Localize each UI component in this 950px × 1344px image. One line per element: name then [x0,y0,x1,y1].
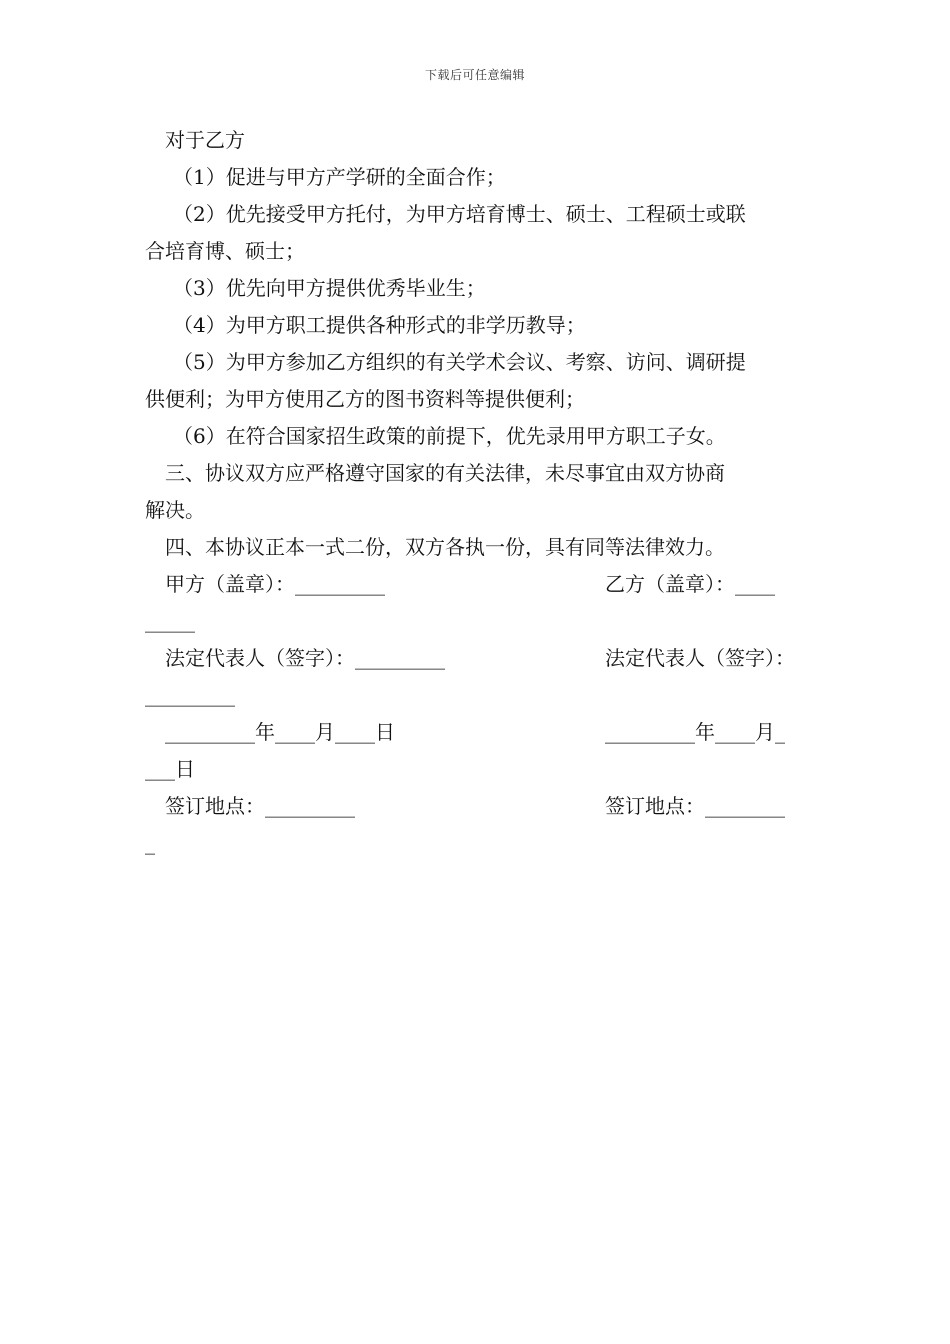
party-b-place-field[interactable]: 签订地点：________ [605,794,785,818]
list-item: （6）在符合国家招生政策的前提下，优先录用甲方职工子女。 [173,424,726,448]
party-b-seal-continuation: _____ [145,609,195,633]
list-item: （1）促进与甲方产学研的全面合作； [173,165,506,189]
list-item: （3）优先向甲方提供优秀毕业生； [173,276,486,300]
list-item: （2）优先接受甲方托付，为甲方培育博士、硕士、工程硕士或联 [173,202,746,226]
seal-row [145,566,810,603]
clause-three: 三、协议双方应严格遵守国家的有关法律，未尽事宜由双方协商 [165,461,725,485]
list-item-continuation: 供便利；为甲方使用乙方的图书资料等提供便利； [145,387,585,411]
party-a-place-field[interactable]: 签订地点：_________ [165,794,355,818]
date-row [145,714,810,751]
party-a-representative-field[interactable]: 法定代表人（签字）：_________ [165,646,445,670]
list-item: （4）为甲方职工提供各种形式的非学历教导； [173,313,586,337]
clause-four: 四、本协议正本一式二份，双方各执一份，具有同等法律效力。 [165,535,725,559]
page-header: 下载后可任意编辑 [424,68,525,82]
party-b-representative-field[interactable]: 法定代表人（签字）： [605,646,795,670]
party-b-place-continuation: _ [145,831,155,855]
party-b-seal-field[interactable]: 乙方（盖章）：____ [605,572,775,596]
party-a-seal-field[interactable]: 甲方（盖章）：_________ [165,572,385,596]
place-row [145,788,810,825]
document-body [145,122,810,862]
party-a-date-field[interactable]: _________年____月____日 [165,720,395,744]
list-item-continuation: 合培育博、硕士； [145,239,305,263]
section-title: 对于乙方 [165,128,245,152]
list-item: （5）为甲方参加乙方组织的有关学术会议、考察、访问、调研提 [173,350,746,374]
party-b-date-continuation: ___日 [145,757,195,781]
representative-row [145,640,810,677]
clause-three-continuation: 解决。 [145,498,205,522]
party-b-date-field[interactable]: _________年____月_ [605,720,785,744]
party-b-representative-continuation: _________ [145,683,235,707]
